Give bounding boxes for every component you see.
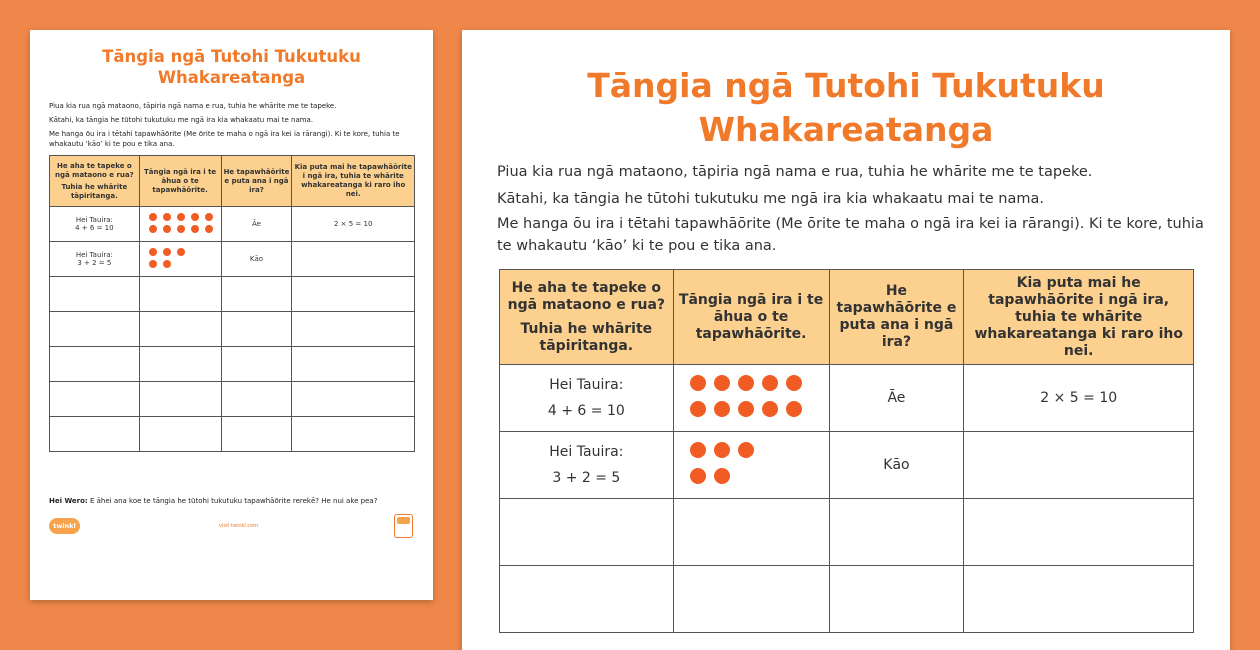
dot-row [140, 247, 221, 259]
dot [738, 401, 754, 417]
dot-row [140, 212, 221, 224]
thumbnail-header-col3: He tapawhāōrite e puta ana i ngā ira? [221, 156, 292, 207]
dot [738, 375, 754, 391]
dot [163, 225, 171, 233]
dot [714, 401, 730, 417]
dot [191, 225, 199, 233]
header-col3: He tapawhāōrite e puta ana i ngā ira? [829, 270, 964, 365]
dot-grid [673, 365, 829, 432]
dot [163, 260, 171, 268]
thumbnail-instruction-1: Piua kia rua ngā mataono, tāpiria ngā nama e rua, tuhia he whārite me te tapeke. [49, 102, 337, 110]
thumbnail-footer [49, 518, 415, 548]
dot [762, 401, 778, 417]
header-col1: He aha te tapeke o ngā mataono e rua? Tuhia he whārite tāpiritanga. [500, 270, 674, 365]
thumbnail-title: Tāngia ngā Tutohi Tukutuku Whakareatanga [102, 47, 361, 87]
table-row [50, 277, 415, 312]
dot-row [686, 439, 829, 465]
instruction-1: Piua kia rua ngā mataono, tāpiria ngā nama e rua, tuhia he whārite me te tapeke. [497, 164, 1093, 180]
page-title: Tāngia ngā Tutohi Tukutuku Whakareatanga [587, 66, 1105, 149]
dot [149, 248, 157, 256]
thumbnail-header-col1: He aha te tapeke o ngā mataono e rua? Tuhia he whārite tāpiritanga. [50, 156, 140, 207]
dot-row [140, 224, 221, 236]
rectangle-answer: Āe [829, 365, 964, 432]
dot [177, 225, 185, 233]
dot [690, 375, 706, 391]
thumbnail-dot-grid [139, 242, 221, 277]
header-col4: Kia puta mai he tapawhāōrite i ngā ira, tuhia te whārite whakareatanga ki raro iho nei. [964, 270, 1194, 365]
table-row [50, 417, 415, 452]
dot [149, 260, 157, 268]
dot [690, 468, 706, 484]
dot-row [140, 259, 221, 271]
thumbnail-dot-grid [139, 207, 221, 242]
example-cell: Hei Tauira: 4 + 6 = 10 [500, 365, 674, 432]
rectangle-answer: Kāo [829, 432, 964, 499]
dot [690, 401, 706, 417]
thumbnail-multiplication-answer [292, 242, 415, 277]
thumbnail-header-col2: Tāngia ngā ira i te āhua o te tapawhāōrite. [139, 156, 221, 207]
dot [205, 225, 213, 233]
dot [690, 442, 706, 458]
dot [786, 375, 802, 391]
table-row [500, 365, 1194, 432]
thumbnail-multiplication-answer: 2 × 5 = 10 [292, 207, 415, 242]
table-row [500, 566, 1194, 633]
thumbnail-example-cell: Hei Tauira: 4 + 6 = 10 [50, 207, 140, 242]
thumbnail-example-cell: Hei Tauira: 3 + 2 = 5 [50, 242, 140, 277]
table-row [50, 347, 415, 382]
grid-table [499, 269, 1194, 633]
worksheet-page [462, 30, 1230, 650]
thumbnail-instruction-2: Kātahi, ka tāngia he tūtohi tukutuku me ngā ira kia whakaatu mai te nama. [49, 116, 314, 124]
dot-row [686, 372, 829, 398]
multiplication-answer: 2 × 5 = 10 [964, 365, 1194, 432]
table-row [50, 312, 415, 347]
dot [149, 225, 157, 233]
dot [191, 213, 199, 221]
dot [149, 213, 157, 221]
dot [177, 248, 185, 256]
worksheet-thumbnail [30, 30, 433, 600]
example-cell: Hei Tauira: 3 + 2 = 5 [500, 432, 674, 499]
dot-row [686, 398, 829, 424]
table-row [50, 207, 415, 242]
instruction-2: Kātahi, ka tāngia he tūtohi tukutuku me ngā ira kia whakaatu mai te nama. [497, 191, 1044, 207]
header-col2: Tāngia ngā ira i te āhua o te tapawhāōrite. [673, 270, 829, 365]
table-row [50, 382, 415, 417]
multiplication-answer [964, 432, 1194, 499]
thumbnail-header-col4: Kia puta mai he tapawhāōrite i ngā ira, tuhia te whārite whakareatanga ki raro iho nei. [292, 156, 415, 207]
dot [177, 213, 185, 221]
dot [163, 248, 171, 256]
dot [714, 375, 730, 391]
challenge-text: Hei Wero: E āhei ana koe te tāngia he tūtohi tukutuku tapawhāōrite rerekē? He nui ake pea? [49, 497, 378, 505]
dot-row [686, 465, 829, 491]
table-row [500, 432, 1194, 499]
thumbnail-grid-table [49, 155, 415, 452]
twinkl-logo: twinkl [49, 518, 80, 534]
instruction-3: Me hanga ōu ira i tētahi tapawhāōrite (Me ōrite te maha o ngā ira kei ia rārangi). Ki te kore, tuhia te whakautu ‘kāo’ ki te pou e tika ana. [497, 216, 1204, 254]
badge-icon [394, 514, 413, 538]
dot [738, 442, 754, 458]
dot [163, 213, 171, 221]
thumbnail-rectangle-answer: Kāo [221, 242, 292, 277]
thumbnail-instruction-3: Me hanga ōu ira i tētahi tapawhāōrite (Me ōrite te maha o ngā ira kei ia rārangi). Ki te kore, tuhia te whakautu ‘kāo’ ki te pou e tika ana. [49, 130, 400, 148]
footer-link[interactable]: visit twinkl.com [219, 523, 259, 529]
thumbnail-rectangle-answer: Āe [221, 207, 292, 242]
table-row [50, 242, 415, 277]
dot [714, 442, 730, 458]
table-row [500, 499, 1194, 566]
dot [786, 401, 802, 417]
dot [714, 468, 730, 484]
dot-grid [673, 432, 829, 499]
dot [762, 375, 778, 391]
dot [205, 213, 213, 221]
